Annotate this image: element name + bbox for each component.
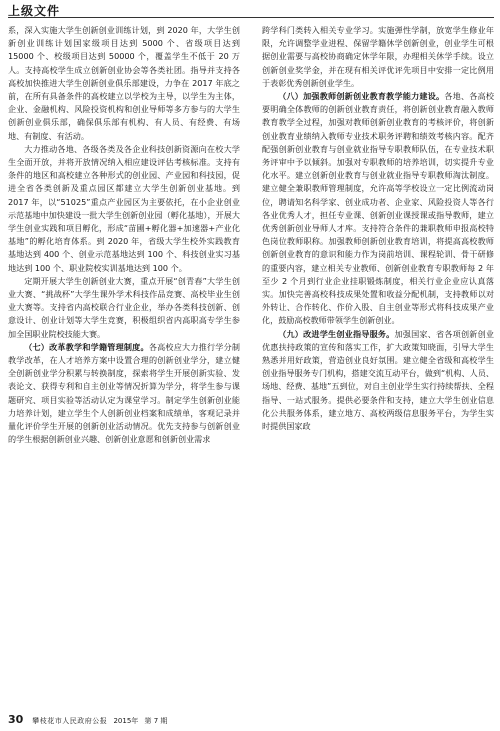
section-heading: （七）改革教学和学籍管理制度。 bbox=[24, 341, 149, 352]
paragraph-text: 各地、各高校要明确全体教师的创新创业教育责任，将创新创业教育融入教师教育教学全过程，加强对教师创新创业教育的考核评价，将创新创业教育业绩纳入教师专业技术职务评聘和绩效考核内容。配齐配强创新创业教育与创业就业指导专职教师队伍，在专业技术职务评审中予以倾斜。加强对专职教师的培养培训，切实提升专业化水平。建立创新创业教育与创业就业指导专职教师淘汰制度。建立健全兼职教师管理制度，允许高等学校设立一定比例流动岗位，聘请知名科学家、创业成功者、企业家、风险投资人等各行各业优秀人才，担任专业课、创新创业课授课或指导教师，建立优秀创新创业导师人才库。支持符合条件的兼职教师申报高校特色岗位教师职称。加强教师创新创业教育培训，将提高高校教师创新创业教育的意识和能力作为岗前培训、课程轮训、骨干研修的重要内容，建立相关专业教师、创新创业教育专职教师每 2 年至少 2 个月到行业企业挂职锻炼制度，相关行业企业应认真落实。加快完善高校科技成果处置和收益分配机制，支持教师以对外转让、合作转化、作价入股、自主创业等形式将科技成果产业化，鼓励高校教师带领学生创新创业。 bbox=[262, 91, 494, 326]
paragraph-text: 系，深入实施大学生创新创业训练计划，到 2020 年，大学生创新创业训练计划国家级项目达到 5000 个、省级项目达到 15000 个、校级项目达到 50000 个，覆盖学生不低于 20 万人。支持高校学生成立创新创业协会等各类社团。指导并支持各高校加快推进大学生创新创业俱乐部建设，力争在 2017 年底之前，在所有具备条件的高校建立以学校为主导，以学生为主体，企业、金融机构、风险投资机构和创业导师等多方参与的大学生创新创业俱乐部，确保俱乐部有机构、有人员、有经费、有场地、有制度、有活动。 bbox=[8, 25, 240, 141]
paragraph-text: 加强国家、省各项创新创业优惠扶持政策的宣传和落实工作，扩大政策知晓面，引导大学生熟悉并用好政策，营造创业良好氛围。建立健全省级和高校学生创业指导服务专门机构，搭建交流互动平台，做到“机构、人员、场地、经费、基地”五到位，对自主创业学生实行持续帮扶、全程指导、一站式服务。提供必要条件和支持，建立大学生创业信息化公共服务体系，建立地方、高校两级信息服务平台，为学生实时提供国家政 bbox=[262, 328, 494, 432]
publication-year: 2015年 bbox=[113, 717, 139, 725]
body-paragraph bbox=[262, 24, 494, 90]
publication-name: 攀枝花市人民政府公报 bbox=[32, 717, 108, 725]
section-heading: （八）加强教师创新创业教育教学能力建设。 bbox=[278, 91, 445, 102]
page-number: 30 bbox=[8, 713, 24, 726]
body-paragraph bbox=[8, 275, 240, 341]
publication-issue: 第 7 期 bbox=[144, 717, 168, 725]
section-paragraph bbox=[262, 328, 494, 434]
right-text-column bbox=[262, 24, 494, 433]
paragraph-text: 定期开展大学生创新创业大赛，重点开展“创青春”大学生创业大赛、“挑战杯”大学生课外学术科技作品竞赛、高校毕业生创业大赛等。支持省内高校联合行业企业，举办各类科技创新、创意设计、创业计划等大学生竞赛，积极组织省内高职高专学生参加全国职业院校技能大赛。 bbox=[8, 275, 240, 339]
paragraph-text: 各高校应大力推行学分制教学改革，在人才培养方案中设置合理的创新创业学分，建立健全创新创业学分积累与转换制度，探索将学生开展创新实验、发表论文、获得专利和自主创业等情况折算为学分，将学生参与课题研究、项目实验等活动认定为课堂学习。制定学生创新创业能力培养计划，建立学生个人创新创业档案和成绩单，客观记录并量化评价学生开展的创新创业活动情况。优先支持参与创新创业的学生根据创新创业兴趣、创新创业意愿和创新创业需求 bbox=[8, 341, 240, 445]
page-footer bbox=[8, 713, 494, 727]
page-header bbox=[8, 0, 494, 18]
body-paragraph bbox=[8, 24, 240, 143]
paragraph-text: 跨学科门类转入相关专业学习。实施弹性学制，放宽学生修业年限，允许调整学业进程、保留学籍休学创新创业，创业学生可根据创业需要与高校协商确定休学年限，办理相关休学手续。设立创新创业奖学金，并在现有相关评优评先项目中安排一定比例用于表彰优秀创新创业学生。 bbox=[262, 25, 494, 88]
body-paragraph bbox=[8, 143, 240, 275]
section-heading: （九）改进学生创业指导服务。 bbox=[278, 328, 395, 339]
paragraph-text: 大力推动各地、各级各类及各企业科技创新资源向在校大学生全面开放，并将开放情况纳入相应建设评估考核标准。支持有条件的地区和高校建立各种形式的创业园、产业园和科技园，促进全省各类创新及重点园区都建立大学生创新创业基地。到 2017 年，以“51025”重点产业园区为主要依托，在小企业创业示范基地中加快建设一批大学生创新创业园（孵化基地），开展大学生创业实践和项目孵化，形成“苗圃+孵化器+加速器+产业化基地”的孵化培育体系。到 2020 年，省级大学生校外实践教育基地达到 400 个、创业示范基地达到 100 个、科技创业实习基地达到 100 个、职业院校实训基地达到 100 个。 bbox=[8, 143, 240, 273]
header-title: 上级文件 bbox=[8, 4, 61, 18]
left-text-column bbox=[8, 24, 240, 447]
section-paragraph bbox=[262, 90, 494, 328]
section-paragraph bbox=[8, 341, 240, 447]
